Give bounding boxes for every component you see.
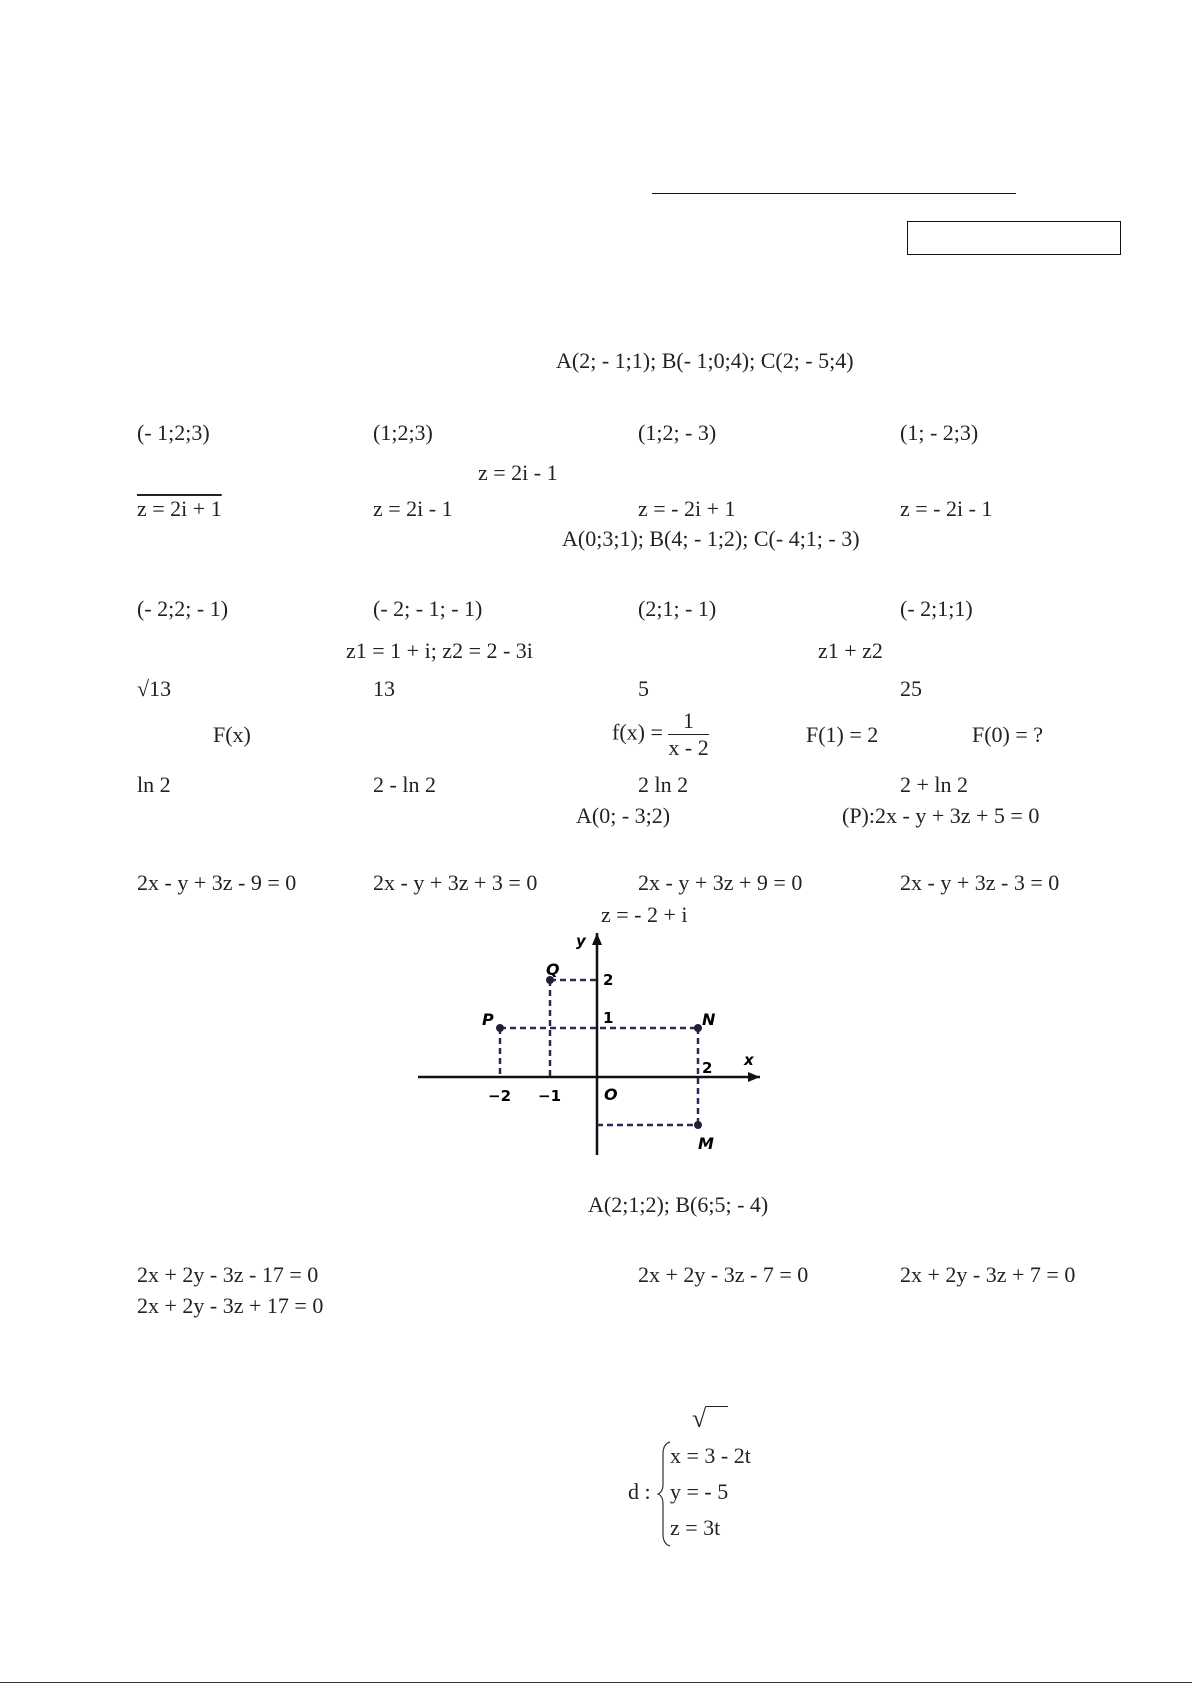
q4-option-a: √13	[137, 676, 172, 701]
q3-option-a: (- 2;2; - 1)	[137, 596, 229, 621]
q1-option-c: (1;2; - 3)	[638, 420, 717, 445]
q8-points: A(2;1;2); B(6;5; - 4)	[588, 1192, 769, 1217]
points-abc-2: A(0;3;1); B(4; - 1;2); C(- 4;1; - 3)	[562, 526, 860, 551]
q9-eq-y: y = - 5	[670, 1479, 729, 1504]
label-M: M	[698, 1134, 714, 1153]
q3-option-d: (- 2;1;1)	[900, 596, 973, 621]
q8-option-b: 2x + 2y - 3z + 17 = 0	[137, 1293, 324, 1318]
tick-2-y: 2	[603, 971, 614, 989]
q5-option-b: 2 - ln 2	[373, 772, 436, 797]
label-Q: Q	[546, 960, 560, 979]
q8-option-d: 2x + 2y - 3z + 7 = 0	[900, 1262, 1076, 1287]
q6-option-d: 2x - y + 3z - 3 = 0	[900, 870, 1060, 895]
q5-option-a: ln 2	[137, 772, 171, 797]
q4-given: z1 = 1 + i; z2 = 2 - 3i	[346, 638, 533, 663]
points-abc-1: A(2; - 1;1); B(- 1;0;4); C(2; - 5;4)	[556, 348, 854, 373]
q5-F1: F(1) = 2	[806, 722, 879, 747]
q6-option-a: 2x - y + 3z - 9 = 0	[137, 870, 297, 895]
q8-option-c: 2x + 2y - 3z - 7 = 0	[638, 1262, 809, 1287]
q5-f-numerator: 1	[668, 708, 708, 735]
q2-option-d: z = - 2i - 1	[900, 496, 993, 521]
q4-option-c: 5	[638, 676, 649, 701]
q2-option-c: z = - 2i + 1	[638, 496, 736, 521]
q2-given: z = 2i - 1	[478, 460, 558, 485]
answer-underline	[652, 193, 1016, 194]
q2-option-b: z = 2i - 1	[373, 496, 453, 521]
tick-neg1: −1	[538, 1087, 562, 1105]
q4-option-d: 25	[900, 676, 922, 701]
q1-option-a: (- 1;2;3)	[137, 420, 210, 445]
q4-option-b: 13	[373, 676, 395, 701]
label-N: N	[702, 1010, 716, 1029]
q3-option-b: (- 2; - 1; - 1)	[373, 596, 483, 621]
q9-eq-z: z = 3t	[670, 1515, 721, 1540]
q2-option-a: z = 2i + 1	[137, 496, 222, 521]
q6-plane: (P):2x - y + 3z + 5 = 0	[842, 803, 1040, 828]
q5-option-c: 2 ln 2	[638, 772, 689, 797]
q9-sqrt	[692, 1406, 728, 1432]
code-box	[907, 221, 1121, 255]
q1-option-d: (1; - 2;3)	[900, 420, 979, 445]
q5-option-d: 2 + ln 2	[900, 772, 969, 797]
axis-x-label: x	[744, 1051, 754, 1069]
q9-eq-x: x = 3 - 2t	[670, 1443, 751, 1468]
point-M	[694, 1121, 702, 1129]
q7-z: z = - 2 + i	[601, 902, 688, 927]
tick-1: 1	[603, 1009, 614, 1027]
point-P	[496, 1024, 504, 1032]
q9-d-label: d :	[628, 1479, 651, 1504]
q5-F: F(x)	[213, 722, 251, 747]
point-N	[694, 1024, 702, 1032]
q3-option-c: (2;1; - 1)	[638, 596, 717, 621]
q6-option-c: 2x - y + 3z + 9 = 0	[638, 870, 803, 895]
axis-y-label: y	[576, 932, 586, 950]
q4-sum: z1 + z2	[818, 638, 883, 663]
tick-neg2: −2	[488, 1087, 512, 1105]
sqrt-symbol: √	[692, 1404, 707, 1433]
origin-label: O	[604, 1085, 618, 1104]
tick-2-x: 2	[702, 1059, 713, 1077]
q6-option-b: 2x - y + 3z + 3 = 0	[373, 870, 538, 895]
q5-F0: F(0) = ?	[972, 722, 1044, 747]
q8-option-a: 2x + 2y - 3z - 17 = 0	[137, 1262, 319, 1287]
complex-plane-figure	[410, 925, 770, 1165]
page-bottom-rule	[0, 1682, 1192, 1683]
label-P: P	[482, 1010, 494, 1029]
q5-f: f(x) = $\frac{1}{x - 2}$	[612, 708, 709, 760]
q6-point: A(0; - 3;2)	[576, 803, 671, 828]
q5-f-denominator: x - 2	[668, 735, 709, 760]
q1-option-b: (1;2;3)	[373, 420, 433, 445]
